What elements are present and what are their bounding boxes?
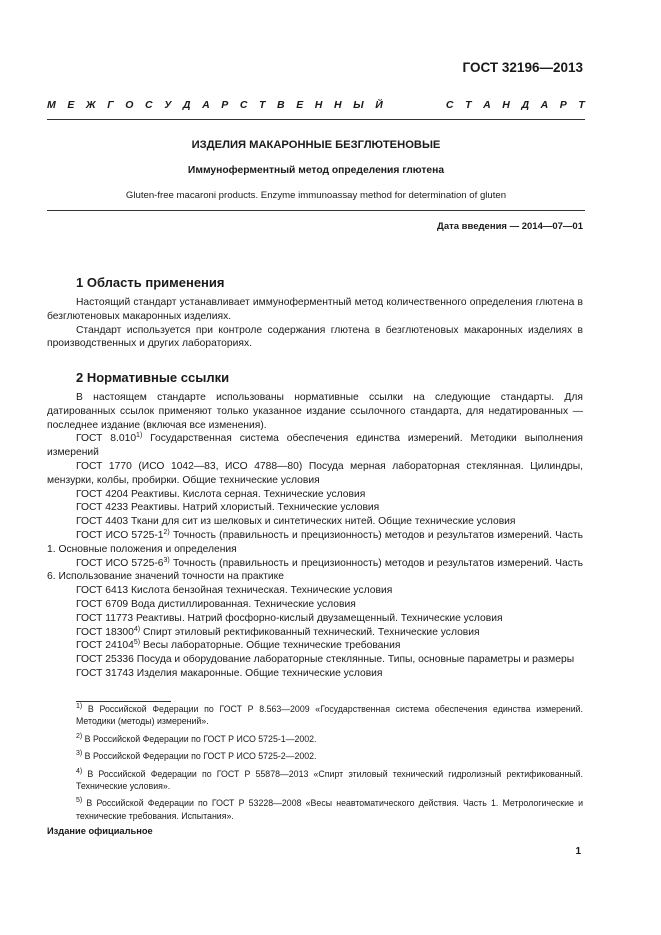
normative-reference xyxy=(47,432,583,460)
interstate-letter: Ж xyxy=(85,99,96,111)
reference-code: ГОСТ 8.010 xyxy=(76,433,137,445)
interstate-letter: Й xyxy=(375,99,383,111)
footnote xyxy=(76,797,583,822)
normative-reference xyxy=(47,529,583,557)
reference-code: ГОСТ 31743 xyxy=(76,667,134,679)
footnote-text: В Российской Федерации по ГОСТ Р 8.563—2009 «Государственная система обеспечения единства измерений. Методики (методы) измерений». xyxy=(76,704,583,727)
normative-reference xyxy=(47,626,583,640)
normative-reference xyxy=(47,460,583,488)
english-title: Gluten-free macaroni products. Enzyme immunoassay method for determination of gluten xyxy=(125,190,507,201)
footnote-marker: 3) xyxy=(163,556,170,564)
page-number: 1 xyxy=(575,846,581,857)
interstate-letter: Е xyxy=(296,99,304,111)
reference-title: Весы лабораторные. Общие технические требования xyxy=(140,640,401,652)
edition-label: Издание официальное xyxy=(47,826,153,836)
gost-number: ГОСТ 32196—2013 xyxy=(462,60,583,75)
footnote-mark: 4) xyxy=(76,767,83,775)
normative-reference xyxy=(47,612,583,626)
document-subtitle: Иммуноферментный метод определения глютена xyxy=(187,165,445,176)
interstate-letter: Д xyxy=(182,99,191,111)
reference-title: Спирт этиловый ректификованный технический. Технические условия xyxy=(140,626,480,638)
reference-code: ГОСТ ИСО 5725-6 xyxy=(76,557,164,569)
reference-title: Реактивы. Натрий фосфорно-кислый двузамещенный. Технические условия xyxy=(133,612,503,624)
word-gap xyxy=(394,99,434,111)
normative-reference xyxy=(47,515,583,529)
normative-reference xyxy=(47,584,583,598)
footnote-mark: 5) xyxy=(76,797,83,805)
reference-title: Посуда мерная лабораторная стеклянная. Цилиндры, мензурки, колбы, пробирки. Общие технические условия xyxy=(47,460,583,486)
footnote-marker: 4) xyxy=(133,625,141,633)
footnote-text: В Российской Федерации по ГОСТ Р 55878—2013 «Спирт этиловый технический гидролизный ректификованный. Технические условия». xyxy=(76,768,583,792)
section-1-heading: 1 Область применения xyxy=(76,275,225,290)
introduction-date: Дата введения — 2014—07—01 xyxy=(437,221,583,232)
reference-code: ГОСТ 6709 xyxy=(76,598,129,610)
normative-reference xyxy=(47,598,583,612)
footnote-text: В Российской Федерации по ГОСТ Р ИСО 5725-1—2002. xyxy=(82,733,317,744)
interstate-standard-heading xyxy=(47,99,585,111)
section-1-body xyxy=(47,296,583,351)
reference-code: ГОСТ 18300 xyxy=(76,626,134,638)
interstate-letter: Р xyxy=(221,99,229,111)
footnote-text: В Российской Федерации по ГОСТ Р 53228—2008 «Весы неавтоматического действия. Часть 1. Метрологические и технические требования. Испытания». xyxy=(76,798,583,821)
header-rule-bottom xyxy=(47,210,585,211)
section-1-paragraph: Стандарт используется при контроле содержания глютена в безглютеновых макаронных изделиях в производственных и других лабораториях. xyxy=(47,324,583,350)
interstate-letter: С xyxy=(445,99,454,111)
interstate-letter: Т xyxy=(465,99,472,111)
interstate-letter: А xyxy=(202,99,210,111)
interstate-letter: С xyxy=(239,99,248,111)
interstate-letter: Г xyxy=(107,99,114,111)
interstate-letter: В xyxy=(277,99,285,111)
interstate-letter: Е xyxy=(67,99,75,111)
interstate-letter: Н xyxy=(502,99,510,111)
section-2-body xyxy=(47,391,583,681)
footnote-mark: 2) xyxy=(76,732,83,740)
interstate-letter: У xyxy=(164,99,172,111)
interstate-letter: О xyxy=(125,99,134,111)
reference-title: Кислота бензойная техническая. Технические условия xyxy=(128,585,393,597)
interstate-letter: Н xyxy=(314,99,323,111)
footnote-marker: 5) xyxy=(133,639,141,647)
interstate-letter: Т xyxy=(259,99,266,111)
reference-code: ГОСТ 6413 xyxy=(76,585,129,597)
footnote-text: В Российской Федерации по ГОСТ Р ИСО 5725-2—2002. xyxy=(82,751,317,762)
interstate-letter: С xyxy=(145,99,153,111)
header-rule-top xyxy=(47,119,585,120)
interstate-letter: Д xyxy=(521,99,530,111)
interstate-letter: Ы xyxy=(353,99,364,111)
reference-code: ГОСТ 4233 xyxy=(76,502,129,514)
reference-code: ГОСТ 25336 xyxy=(76,654,134,666)
normative-reference xyxy=(47,639,583,653)
footnote-mark: 1) xyxy=(76,703,83,710)
reference-title: Ткани для сит из шелковых и синтетических нитей. Общие технические условия xyxy=(128,516,516,528)
reference-title: Точность (правильность и прецизионность) методов и результатов измерений. Часть 6. Использование значений точности на практике xyxy=(47,557,584,583)
normative-reference xyxy=(47,501,583,515)
footnote xyxy=(76,768,583,793)
footnote-marker: 2) xyxy=(163,528,170,536)
reference-title: Реактивы. Кислота серная. Технические условия xyxy=(128,488,366,500)
interstate-letter: Р xyxy=(559,99,567,111)
reference-code: ГОСТ 4403 xyxy=(76,516,129,528)
reference-title: Посуда и оборудование лабораторные стеклянные. Типы, основные параметры и размеры xyxy=(133,654,575,666)
normative-reference xyxy=(47,557,583,585)
reference-code: ГОСТ 1770 (ИСО 1042—83, ИСО 4788—80) xyxy=(76,460,303,472)
footnote-mark: 3) xyxy=(76,750,83,758)
reference-code: ГОСТ ИСО 5725-1 xyxy=(76,529,164,541)
footnote xyxy=(76,703,583,728)
normative-reference xyxy=(47,653,583,667)
reference-title: Реактивы. Натрий хлористый. Технические условия xyxy=(128,502,380,514)
reference-code: ГОСТ 24104 xyxy=(76,640,134,652)
interstate-letter: Н xyxy=(333,99,342,111)
reference-code: ГОСТ 11773 xyxy=(76,612,134,624)
footnote-separator xyxy=(76,701,171,702)
reference-title: Вода дистиллированная. Технические условия xyxy=(128,598,356,610)
section-2-intro: В настоящем стандарте использованы нормативные ссылки на следующие стандарты. Для датированных ссылок применяют только указанное издание ссылочного стандарта, для недатированных — последнее издание (включая все изменения). xyxy=(47,392,583,431)
interstate-letter: А xyxy=(540,99,549,111)
reference-title: Государственная система обеспечения единства измерений. Методики выполнения измерений xyxy=(47,433,583,459)
reference-code: ГОСТ 4204 xyxy=(76,488,129,500)
reference-title: Точность (правильность и прецизионность) методов и результатов измерений. Часть 1. Основные положения и определения xyxy=(47,529,584,555)
interstate-letter: М xyxy=(47,99,56,111)
document-title: ИЗДЕЛИЯ МАКАРОННЫЕ БЕЗГЛЮТЕНОВЫЕ xyxy=(191,139,441,151)
reference-title: Изделия макаронные. Общие технические условия xyxy=(133,667,383,679)
footnotes xyxy=(76,703,583,827)
normative-reference xyxy=(47,667,583,681)
footnote xyxy=(76,733,583,745)
section-1-paragraph: Настоящий стандарт устанавливает иммуноферментный метод количественного определения глютена в безглютеновых макаронных изделиях. xyxy=(47,297,583,322)
footnote xyxy=(76,750,583,762)
interstate-letter: А xyxy=(483,99,491,111)
section-2-heading: 2 Нормативные ссылки xyxy=(76,370,230,385)
normative-reference xyxy=(47,488,583,502)
footnote-marker: 1) xyxy=(136,432,143,440)
interstate-letter: Т xyxy=(578,99,585,111)
